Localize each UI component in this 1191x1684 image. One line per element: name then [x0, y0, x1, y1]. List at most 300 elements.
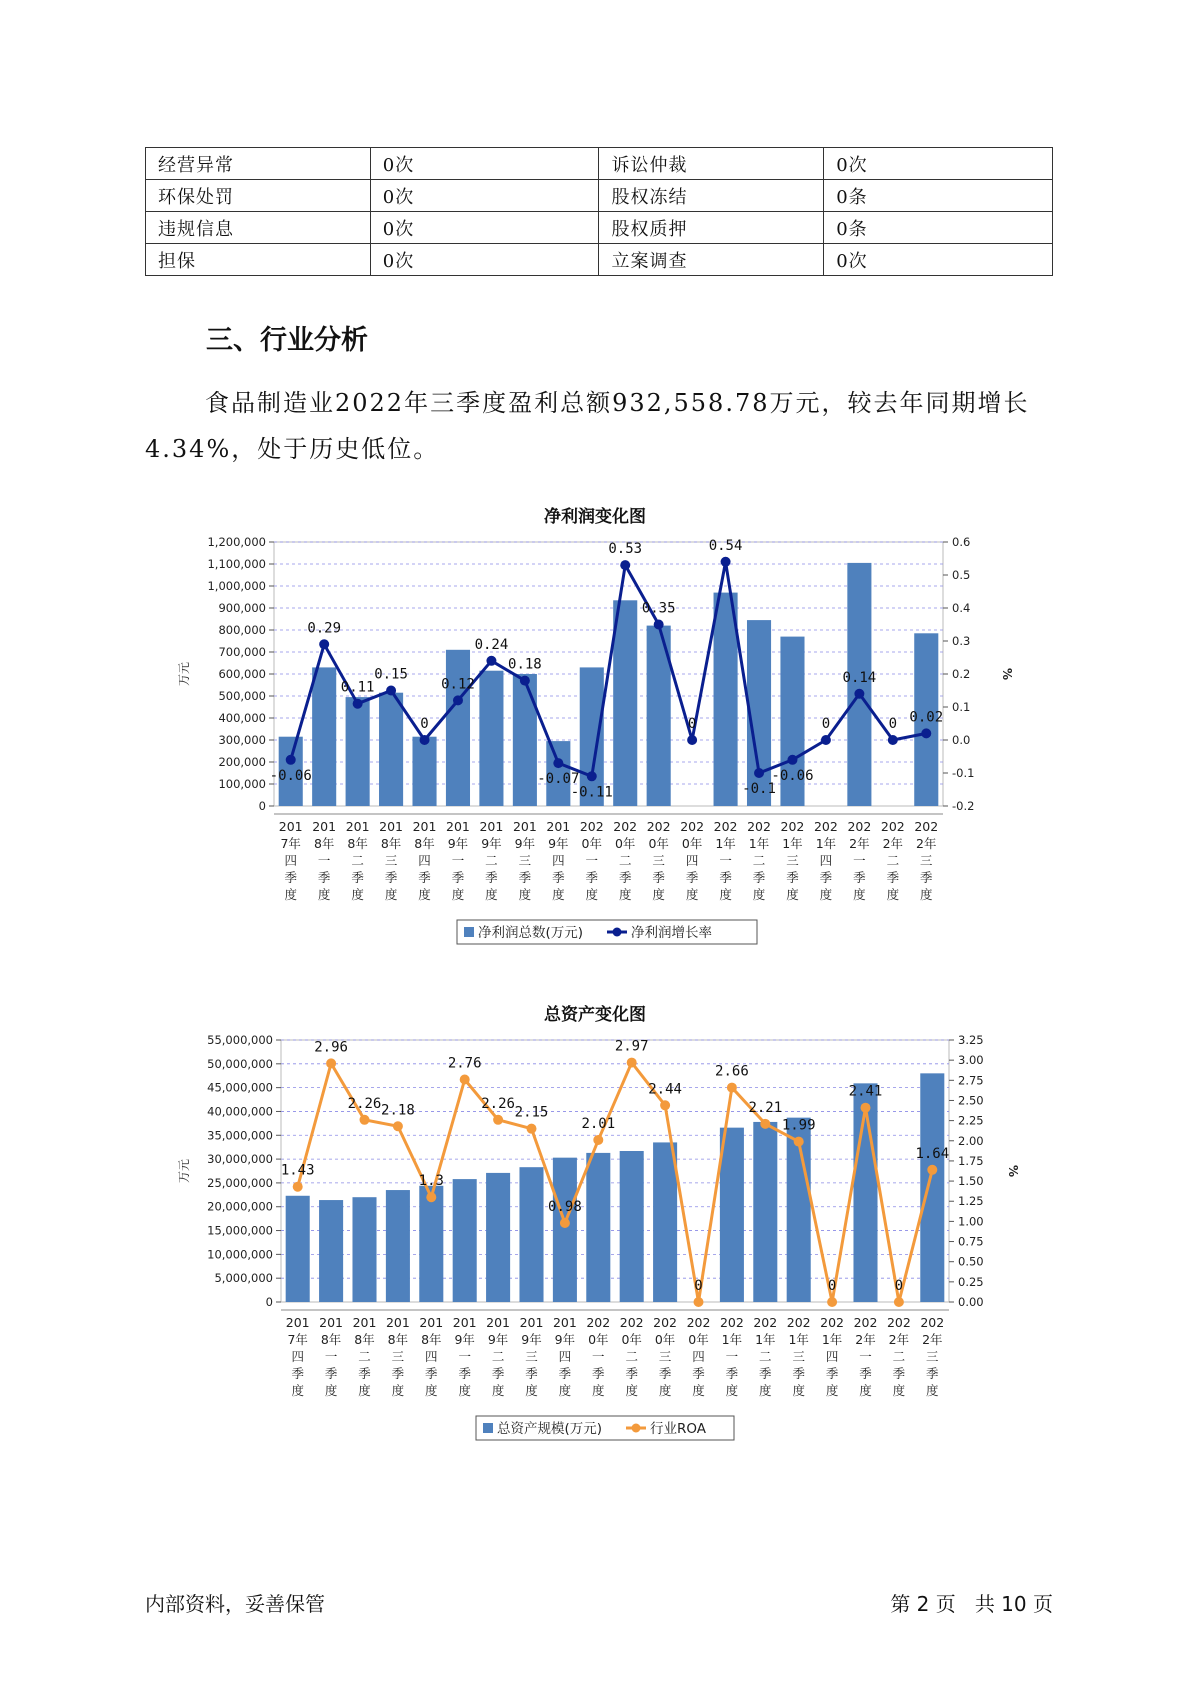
table-cell-value: 0条 — [824, 180, 1053, 212]
table-cell-value: 0次 — [370, 148, 599, 180]
category-label: 度 — [859, 1383, 872, 1398]
right-tick-label: 0.00 — [958, 1295, 984, 1309]
category-label: 一 — [458, 1349, 471, 1364]
category-label: 四 — [284, 853, 297, 868]
section-heading: 三、行业分析 — [206, 325, 368, 356]
category-label: 季 — [886, 870, 900, 885]
category-label: 二 — [886, 853, 900, 868]
category-label: 一 — [859, 1349, 872, 1364]
data-label: 2.21 — [748, 1099, 783, 1116]
category-label: 季 — [518, 870, 532, 885]
category-label: 二 — [358, 1349, 371, 1364]
category-label: 8年 — [414, 836, 435, 851]
category-label: 度 — [819, 887, 833, 902]
category-label: 季 — [291, 1366, 304, 1381]
category-label: 1年 — [721, 1332, 743, 1347]
bar — [753, 1122, 777, 1302]
category-label: 201 — [352, 1315, 377, 1330]
table-row — [146, 212, 1053, 244]
category-label: 季 — [658, 1366, 672, 1381]
category-label: 季 — [592, 1366, 605, 1381]
data-label: 0.14 — [842, 669, 877, 686]
series-point — [360, 1115, 370, 1125]
category-label: 201 — [412, 819, 437, 834]
category-label: 2年 — [916, 836, 937, 851]
left-tick-label: 200,000 — [218, 755, 266, 769]
category-label: 1年 — [748, 836, 770, 851]
category-label: 二 — [618, 853, 632, 868]
table-row — [146, 148, 1053, 180]
table-cell-label: 违规信息 — [146, 212, 371, 244]
category-label: 201 — [519, 1315, 544, 1330]
legend-label: 净利润增长率 — [631, 925, 712, 941]
left-tick-label: 1,000,000 — [207, 579, 266, 593]
bar — [319, 1200, 343, 1302]
left-tick-label: 300,000 — [218, 733, 266, 747]
right-tick-label: 1.00 — [958, 1214, 984, 1229]
category-label: 2年 — [888, 1332, 910, 1347]
category-label: 202 — [853, 1315, 878, 1330]
category-label: 三 — [525, 1349, 538, 1364]
right-tick-label: 0.2 — [952, 667, 971, 681]
category-label: 季 — [384, 870, 398, 885]
risk-table — [145, 147, 1053, 276]
category-label: 三 — [384, 853, 398, 868]
category-label: 202 — [747, 819, 771, 834]
series-point — [721, 557, 731, 567]
table-cell-label: 诉讼仲裁 — [599, 148, 824, 180]
category-label: 季 — [552, 870, 565, 885]
series-point — [493, 1115, 503, 1125]
category-label: 季 — [418, 870, 431, 885]
category-label: 202 — [686, 1315, 711, 1330]
category-label: 季 — [425, 1366, 438, 1381]
data-label: 0.29 — [307, 620, 342, 637]
category-label: 季 — [585, 870, 599, 885]
category-label: 度 — [692, 1383, 705, 1398]
category-label: 202 — [646, 819, 671, 834]
category-label: 度 — [886, 887, 900, 902]
series-point — [319, 639, 329, 649]
category-label: 季 — [819, 870, 833, 885]
category-label: 201 — [419, 1315, 444, 1330]
right-tick-label: 3.25 — [958, 1033, 984, 1047]
legend-swatch-bar — [464, 927, 474, 937]
right-tick-label: -0.2 — [952, 799, 975, 813]
series-point — [426, 1192, 436, 1202]
category-label: 202 — [820, 1315, 845, 1330]
right-tick-label: 0.50 — [958, 1254, 984, 1269]
category-label: 7年 — [280, 836, 301, 851]
category-label: 201 — [452, 1315, 477, 1330]
series-point — [927, 1165, 937, 1175]
category-label: 三 — [518, 853, 532, 868]
category-label: 季 — [458, 1366, 471, 1381]
data-label: 0 — [694, 1278, 703, 1294]
left-tick-label: 20,000,000 — [207, 1199, 273, 1214]
category-label: 度 — [892, 1383, 906, 1398]
category-label: 202 — [613, 819, 638, 834]
net-profit-chart — [160, 530, 1040, 955]
series-point — [353, 699, 363, 709]
category-label: 季 — [920, 870, 933, 885]
left-tick-label: 55,000,000 — [207, 1033, 273, 1047]
category-label: 季 — [759, 1366, 772, 1381]
category-label: 8年 — [354, 1332, 375, 1347]
series-point — [527, 1124, 537, 1134]
category-label: 2年 — [849, 836, 870, 851]
table-cell-label: 环保处罚 — [146, 180, 371, 212]
category-label: 0年 — [581, 836, 603, 851]
series-point — [694, 1297, 704, 1307]
category-label: 度 — [525, 1383, 538, 1398]
data-label: 1.3 — [418, 1173, 444, 1190]
category-label: 季 — [558, 1366, 572, 1381]
category-label: 202 — [719, 1315, 744, 1330]
category-label: 度 — [853, 887, 866, 902]
category-label: 201 — [312, 819, 337, 834]
left-tick-label: 45,000,000 — [207, 1080, 273, 1095]
category-label: 季 — [485, 870, 498, 885]
series-point — [620, 560, 630, 570]
category-label: 三 — [652, 853, 665, 868]
left-tick-label: 30,000,000 — [207, 1152, 273, 1167]
table-cell-label: 立案调查 — [599, 244, 824, 276]
category-label: 201 — [552, 1315, 577, 1330]
category-label: 度 — [719, 887, 732, 902]
table-cell-value: 0次 — [824, 148, 1053, 180]
bar — [386, 1190, 410, 1302]
category-label: 2年 — [922, 1332, 943, 1347]
right-tick-label: 0.75 — [958, 1234, 984, 1249]
category-label: 季 — [491, 1366, 505, 1381]
bar — [286, 1196, 310, 1302]
category-label: 8年 — [313, 836, 335, 851]
category-label: 一 — [853, 853, 866, 868]
series-point — [386, 686, 396, 696]
left-tick-label: 0 — [258, 799, 266, 813]
category-label: 9年 — [447, 836, 469, 851]
category-label: 三 — [658, 1349, 672, 1364]
data-label: 2.41 — [848, 1083, 883, 1100]
bar — [553, 1158, 577, 1302]
bar — [620, 1151, 644, 1302]
right-tick-label: -0.1 — [952, 766, 975, 780]
category-label: 一 — [317, 853, 331, 868]
series-point — [921, 728, 931, 738]
data-label: -0.07 — [537, 771, 580, 788]
series-point — [286, 755, 296, 765]
left-tick-label: 10,000,000 — [207, 1247, 273, 1262]
category-label: 202 — [886, 1315, 911, 1330]
category-label: 度 — [552, 887, 565, 902]
category-label: 度 — [592, 1383, 605, 1398]
category-label: 1年 — [821, 1332, 843, 1347]
bar — [346, 697, 370, 806]
category-label: 季 — [892, 1366, 906, 1381]
series-point — [326, 1058, 336, 1068]
category-label: 度 — [451, 887, 465, 902]
category-label: 202 — [880, 819, 905, 834]
category-label: 一 — [585, 853, 599, 868]
category-label: 9年 — [554, 1332, 576, 1347]
data-label: 0 — [827, 1278, 837, 1294]
y-axis-title-left: 万元 — [177, 661, 191, 687]
left-tick-label: 35,000,000 — [207, 1128, 273, 1143]
data-label: 0 — [420, 716, 429, 732]
category-label: 季 — [853, 870, 866, 885]
data-label: 1.99 — [781, 1117, 816, 1134]
data-label: 2.76 — [447, 1055, 482, 1072]
series-point — [854, 689, 864, 699]
total-assets-chart — [160, 1028, 1040, 1453]
series-point — [660, 1100, 670, 1110]
category-label: 0年 — [648, 836, 669, 851]
category-label: 四 — [685, 853, 699, 868]
data-label: 0 — [687, 716, 697, 732]
category-label: 度 — [658, 1383, 672, 1398]
category-label: 202 — [753, 1315, 778, 1330]
table-cell-value: 0次 — [370, 212, 599, 244]
category-label: 202 — [653, 1315, 678, 1330]
bar — [419, 1186, 443, 1302]
series-point — [560, 1218, 570, 1228]
category-label: 四 — [558, 1349, 572, 1364]
right-tick-label: 3.00 — [958, 1053, 984, 1068]
data-label: -0.06 — [269, 767, 312, 784]
table-cell-label: 担保 — [146, 244, 371, 276]
category-label: 度 — [391, 1383, 405, 1398]
series-point — [486, 656, 496, 666]
category-label: 度 — [485, 887, 498, 902]
bar — [479, 671, 503, 806]
category-label: 度 — [518, 887, 532, 902]
category-label: 季 — [719, 870, 732, 885]
category-label: 度 — [652, 887, 665, 902]
series-point — [393, 1121, 403, 1131]
category-label: 1年 — [715, 836, 736, 851]
category-label: 0年 — [688, 1332, 709, 1347]
data-label: -0.06 — [771, 767, 814, 784]
category-label: 三 — [792, 1349, 805, 1364]
legend-label: 总资产规模(万元) — [497, 1421, 603, 1437]
data-label: 1.64 — [915, 1145, 950, 1162]
series-point — [727, 1083, 737, 1093]
series-point — [627, 1058, 637, 1068]
data-label: 2.26 — [347, 1095, 382, 1112]
category-label: 8年 — [421, 1332, 442, 1347]
right-tick-label: 0.5 — [952, 568, 971, 582]
left-tick-label: 25,000,000 — [207, 1175, 273, 1190]
left-tick-label: 15,000,000 — [207, 1223, 273, 1238]
y-axis-title-right: % — [1000, 667, 1014, 681]
category-label: 季 — [825, 1366, 839, 1381]
category-label: 二 — [752, 853, 766, 868]
category-label: 季 — [351, 870, 364, 885]
series-point — [453, 695, 463, 705]
category-label: 7年 — [287, 1332, 308, 1347]
series-point — [520, 676, 530, 686]
category-label: 季 — [792, 1366, 805, 1381]
category-label: 9年 — [514, 836, 536, 851]
category-label: 度 — [585, 887, 599, 902]
series-point — [794, 1137, 804, 1147]
right-tick-label: 2.00 — [958, 1133, 984, 1148]
data-label: 0.15 — [374, 666, 408, 683]
left-tick-label: 1,200,000 — [207, 535, 266, 549]
data-label: 2.44 — [648, 1081, 682, 1098]
chart2-title: 总资产变化图 — [544, 1005, 646, 1025]
data-label: 0 — [888, 716, 898, 732]
category-label: 201 — [278, 819, 303, 834]
category-label: 2年 — [855, 1332, 876, 1347]
right-tick-label: 0.25 — [958, 1274, 984, 1289]
series-point — [587, 771, 597, 781]
data-label: 1.43 — [280, 1162, 315, 1179]
category-label: 度 — [786, 887, 799, 902]
series-point — [687, 735, 697, 745]
category-label: 四 — [425, 1349, 438, 1364]
left-tick-label: 50,000,000 — [207, 1056, 273, 1071]
category-label: 0年 — [654, 1332, 676, 1347]
category-label: 二 — [625, 1349, 638, 1364]
left-tick-label: 5,000,000 — [214, 1271, 273, 1286]
category-label: 季 — [451, 870, 465, 885]
series-point — [293, 1182, 303, 1192]
data-label: 0.02 — [909, 709, 944, 726]
category-label: 度 — [759, 1383, 772, 1398]
category-label: 202 — [713, 819, 738, 834]
data-label: 2.97 — [614, 1038, 649, 1055]
category-label: 201 — [446, 819, 470, 834]
category-label: 三 — [786, 853, 799, 868]
data-label: 0 — [894, 1278, 904, 1294]
category-label: 一 — [324, 1349, 338, 1364]
category-label: 四 — [418, 853, 431, 868]
category-label: 201 — [512, 819, 537, 834]
category-label: 季 — [685, 870, 699, 885]
data-label: -0.11 — [570, 784, 613, 801]
bar — [379, 693, 403, 806]
category-label: 202 — [813, 819, 838, 834]
category-label: 四 — [291, 1349, 304, 1364]
plot-area — [281, 1040, 949, 1302]
category-label: 201 — [486, 1315, 511, 1330]
category-label: 三 — [391, 1349, 405, 1364]
category-label: 度 — [920, 887, 933, 902]
category-label: 四 — [552, 853, 565, 868]
left-tick-label: 500,000 — [218, 689, 266, 703]
category-label: 1年 — [782, 836, 803, 851]
category-label: 202 — [619, 1315, 644, 1330]
category-label: 季 — [317, 870, 331, 885]
category-label: 季 — [284, 870, 297, 885]
category-label: 1年 — [788, 1332, 809, 1347]
data-label: 2.18 — [381, 1102, 415, 1119]
category-label: 二 — [485, 853, 498, 868]
category-label: 四 — [825, 1349, 839, 1364]
series-point — [787, 755, 797, 765]
data-label: 0.11 — [340, 679, 375, 696]
series-point — [553, 758, 563, 768]
bar — [653, 1142, 677, 1302]
category-label: 202 — [847, 819, 872, 834]
left-tick-label: 900,000 — [218, 601, 266, 615]
data-label: 0 — [821, 716, 831, 732]
data-label: 0.12 — [441, 676, 475, 693]
table-cell-label: 经营异常 — [146, 148, 371, 180]
category-label: 0年 — [614, 836, 636, 851]
category-label: 度 — [752, 887, 766, 902]
left-tick-label: 600,000 — [218, 667, 266, 681]
table-cell-label: 股权质押 — [599, 212, 824, 244]
category-label: 9年 — [487, 1332, 509, 1347]
table-row — [146, 180, 1053, 212]
category-label: 2年 — [882, 836, 904, 851]
category-label: 1年 — [815, 836, 837, 851]
category-label: 季 — [525, 1366, 538, 1381]
category-label: 202 — [920, 1315, 945, 1330]
category-label: 季 — [618, 870, 632, 885]
category-label: 一 — [451, 853, 465, 868]
series-point — [821, 735, 831, 745]
table-row — [146, 244, 1053, 276]
category-label: 201 — [379, 819, 404, 834]
category-label: 9年 — [521, 1332, 542, 1347]
data-label: 0.53 — [608, 541, 643, 558]
data-label: 2.26 — [481, 1095, 515, 1112]
category-label: 201 — [385, 1315, 410, 1330]
right-tick-label: 2.25 — [958, 1113, 984, 1128]
category-label: 度 — [458, 1383, 471, 1398]
category-label: 度 — [284, 887, 297, 902]
category-label: 0年 — [588, 1332, 609, 1347]
category-label: 度 — [418, 887, 431, 902]
category-label: 季 — [752, 870, 766, 885]
category-label: 度 — [317, 887, 331, 902]
category-label: 度 — [926, 1383, 939, 1398]
category-label: 8年 — [380, 836, 402, 851]
series-point — [460, 1075, 470, 1085]
category-label: 二 — [351, 853, 364, 868]
category-label: 季 — [324, 1366, 338, 1381]
bar — [352, 1197, 376, 1302]
category-label: 202 — [914, 819, 939, 834]
category-label: 201 — [546, 819, 571, 834]
data-label: 0.24 — [474, 636, 509, 653]
category-label: 201 — [285, 1315, 310, 1330]
category-label: 度 — [825, 1383, 839, 1398]
category-label: 度 — [351, 887, 364, 902]
left-tick-label: 1,100,000 — [207, 557, 266, 571]
bar — [412, 737, 436, 806]
category-label: 201 — [479, 819, 504, 834]
left-tick-label: 100,000 — [218, 777, 266, 791]
series-point — [760, 1119, 770, 1129]
series-point — [861, 1103, 871, 1113]
left-tick-label: 800,000 — [218, 623, 266, 637]
data-label: 2.01 — [581, 1115, 616, 1132]
category-label: 一 — [725, 1349, 739, 1364]
category-label: 季 — [859, 1366, 872, 1381]
right-tick-label: 2.75 — [958, 1073, 984, 1088]
category-label: 度 — [725, 1383, 739, 1398]
bar — [586, 1153, 610, 1302]
category-label: 8年 — [387, 1332, 409, 1347]
category-label: 201 — [345, 819, 370, 834]
category-label: 度 — [324, 1383, 338, 1398]
category-label: 9年 — [548, 836, 569, 851]
